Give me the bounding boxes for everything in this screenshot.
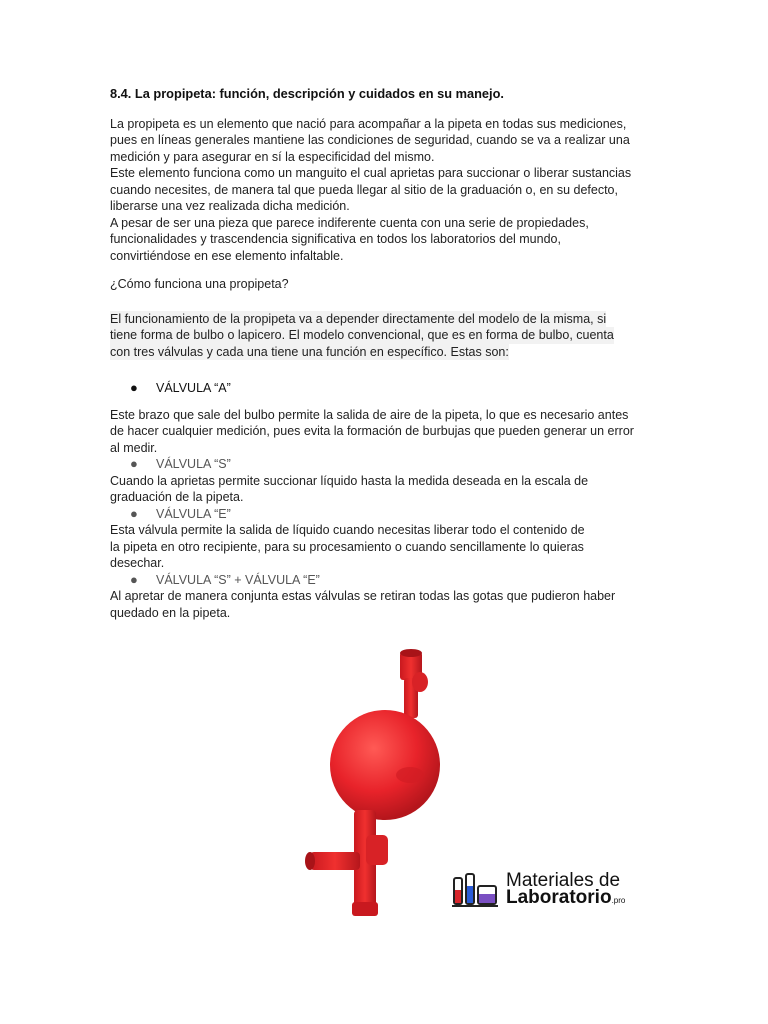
intro-line: Este elemento funciona como un manguito el cual aprietas para succionar o liberar sustancias (110, 166, 632, 180)
valve-line: de hacer cualquier medición, pues evita la formación de burbujas que pueden generar un error (110, 424, 634, 438)
intro-paragraph (110, 116, 670, 265)
logo-line2 (506, 886, 626, 909)
lab-flask-icon (452, 872, 500, 908)
valve-line: Este brazo que sale del bulbo permite la salida de aire de la pipeta, lo que es necesario antes (110, 407, 629, 422)
function-line: tiene forma de bulbo o lapicero. El modelo convencional, que es en forma de bulbo, cuenta (110, 328, 614, 342)
valve-e-label: VÁLVULA “E” (156, 506, 231, 521)
valve-s-text (110, 473, 670, 506)
document-body (110, 86, 670, 621)
intro-line: funcionalidades y trascendencia significativa en todos los laboratorios del mundo, (110, 232, 561, 246)
bullet-icon: ● (130, 571, 138, 587)
valve-line: graduación de la pipeta. (110, 490, 244, 504)
valve-line: Al apretar de manera conjunta estas válvulas se retiran todas las gotas que pudieron haber (110, 589, 616, 603)
valve-a-bullet (130, 380, 670, 397)
materiales-de-laboratorio-logo (452, 868, 642, 912)
valve-e-bullet (130, 506, 670, 523)
function-line: El funcionamiento de la propipeta va a depender directamente del modelo de la misma, si (110, 311, 607, 326)
valve-line: Esta válvula permite la salida de líquido cuando necesitas liberar todo el contenido de (110, 523, 585, 537)
bullet-icon: ● (130, 456, 138, 471)
valve-a-text (110, 407, 670, 457)
valve-s-label: VÁLVULA “S” (156, 457, 231, 471)
bullet-icon: ● (130, 380, 138, 395)
intro-line: medición y para asegurar en sí la especificidad del mismo. (110, 149, 435, 164)
propipette-image (290, 640, 450, 930)
function-line: con tres válvulas y cada una tiene una función en específico. Estas son: (110, 344, 509, 359)
intro-line: convirtiéndose en ese elemento infaltable. (110, 248, 344, 263)
valve-line: quedado en la pipeta. (110, 605, 231, 620)
intro-line: pues en líneas generales mantiene las condiciones de seguridad, cuando se va a realizar una (110, 133, 630, 147)
valve-se-bullet (130, 572, 670, 589)
intro-line: cuando necesites, de manera tal que pueda llegar al sitio de la graduación o, en su defecto, (110, 182, 618, 197)
propipette-bulb-icon (290, 640, 450, 930)
valve-e-text (110, 522, 670, 572)
valve-a-label: VÁLVULA “A” (156, 381, 231, 395)
valve-line: Cuando la aprietas permite succionar líquido hasta la medida deseada en la escala de (110, 473, 589, 488)
logo-line1: Materiales de (506, 869, 621, 891)
intro-line: liberarse una vez realizada dicha medición. (110, 199, 350, 213)
valve-se-label: VÁLVULA “S” + VÁLVULA “E” (156, 572, 320, 587)
bullet-icon: ● (130, 505, 138, 521)
logo-line2-text: Laboratorio (506, 886, 612, 908)
question-heading: ¿Cómo funciona una propipeta? (110, 277, 289, 291)
logo-suffix: .pro (611, 895, 626, 905)
valve-line: desechar. (110, 556, 165, 570)
valve-line: al medir. (110, 440, 158, 455)
intro-line: La propipeta es un elemento que nació para acompañar a la pipeta en todas sus mediciones, (110, 116, 627, 131)
section-heading: 8.4. La propipeta: función, descripción y cuidados en su manejo. (110, 86, 504, 101)
function-paragraph (110, 311, 670, 361)
valve-s-bullet (130, 456, 670, 473)
logo-text (506, 869, 626, 909)
valve-se-text (110, 588, 670, 621)
valve-line: la pipeta en otro recipiente, para su procesamiento o cuando sencillamente lo quieras (110, 539, 584, 554)
intro-line: A pesar de ser una pieza que parece indiferente cuenta con una serie de propiedades, (110, 215, 589, 230)
